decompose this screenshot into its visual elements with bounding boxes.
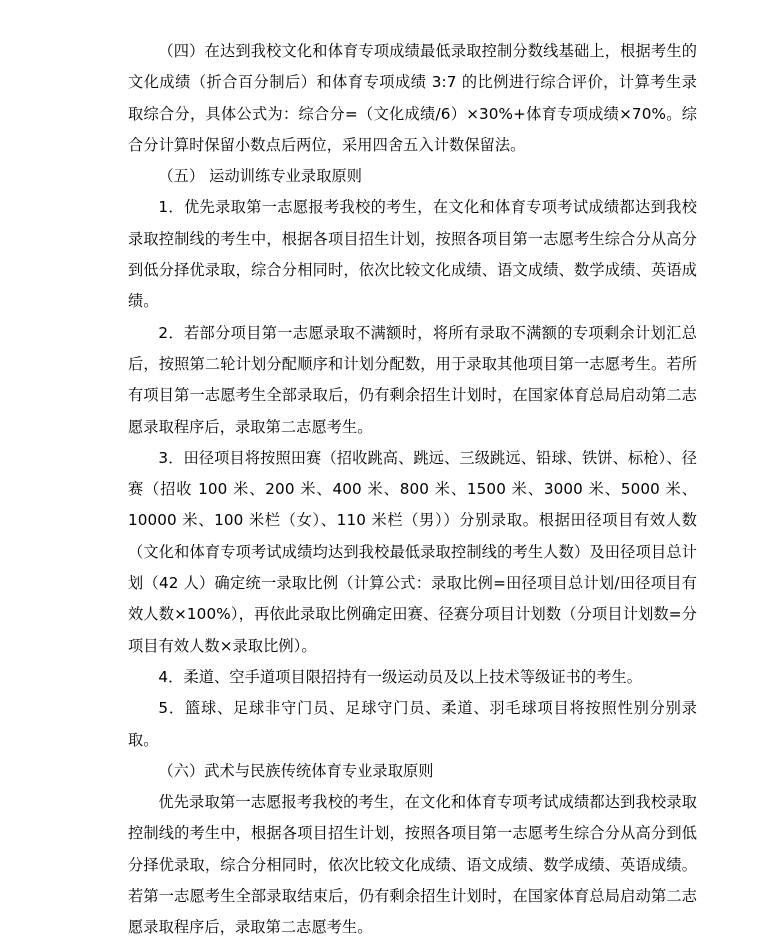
paragraph-five-5: 5．篮球、足球非守门员、足球守门员、柔道、羽毛球项目将按照性别分别录取。 [128, 699, 697, 749]
paragraph-five-4: 4．柔道、空手道项目限招持有一级运动员及以上技术等级证书的考生。 [158, 667, 643, 686]
paragraph-five-2: 2．若部分项目第一志愿录取不满额时，将所有录取不满额的专项剩余计划汇总后，按照第二轮计划分配顺序和计划分配数，用于录取其他项目第一志愿考生。若所有项目第一志愿考生全部录取后，仍有剩余招生计划时，在国家体育总局启动第二志愿录取程序后，录取第二志愿考生。 [128, 323, 697, 436]
paragraph-five-1: 1．优先录取第一志愿报考我校的考生，在文化和体育专项考试成绩都达到我校录取控制线的考生中，根据各项目招生计划，按照各项目第一志愿考生综合分从高分到低分择优录取，综合分相同时，依次比较文化成绩、语文成绩、数学成绩、英语成绩。 [128, 198, 697, 311]
heading-item-five: （五） 运动训练专业录取原则 [158, 167, 363, 186]
document-body [128, 36, 697, 944]
paragraph-six-body: 优先录取第一志愿报考我校的考生，在文化和体育专项考试成绩都达到我校录取控制线的考生中，根据各项目招生计划，按照各项目第一志愿考生综合分从高分到低分择优录取，综合分相同时，依次比较文化成绩、语文成绩、数学成绩、英语成绩。若第一志愿考生全部录取结束后，仍有剩余招生计划时，在国家体育总局启动第二志愿录取程序后，录取第二志愿考生。 [128, 793, 697, 937]
paragraph-item-four: （四）在达到我校文化和体育专项成绩最低录取控制分数线基础上，根据考生的文化成绩（折合百分制后）和体育专项成绩 3:7 的比例进行综合评价，计算考生录取综合分，具体公式为：综合分=（文化成绩/6）×30%+体育专项成绩×70%。综合分计算时保留小数点后两位，采用四舍五入计数保留法。 [128, 42, 697, 154]
paragraph-five-3: 3．田径项目将按照田赛（招收跳高、跳远、三级跳远、铅球、铁饼、标枪）、径赛（招收 100 米、200 米、400 米、800 米、1500 米、3000 米、5000 米、10000 米、100 米栏（女）、110 米栏（男））分别录取。根据田径项目有效人数（文化和体育专项考试成绩均达到我校最低录取控制线的考生人数）及田径项目总计划（42 人）确定统一录取比例（计算公式：录取比例=田径项目总计划/田径项目有效人数×100%），再依此录取比例确定田赛、径赛分项目计划数（分项目计划数=分项目有效人数×录取比例）。 [128, 448, 697, 655]
heading-item-six: （六）武术与民族传统体育专业录取原则 [158, 761, 434, 780]
